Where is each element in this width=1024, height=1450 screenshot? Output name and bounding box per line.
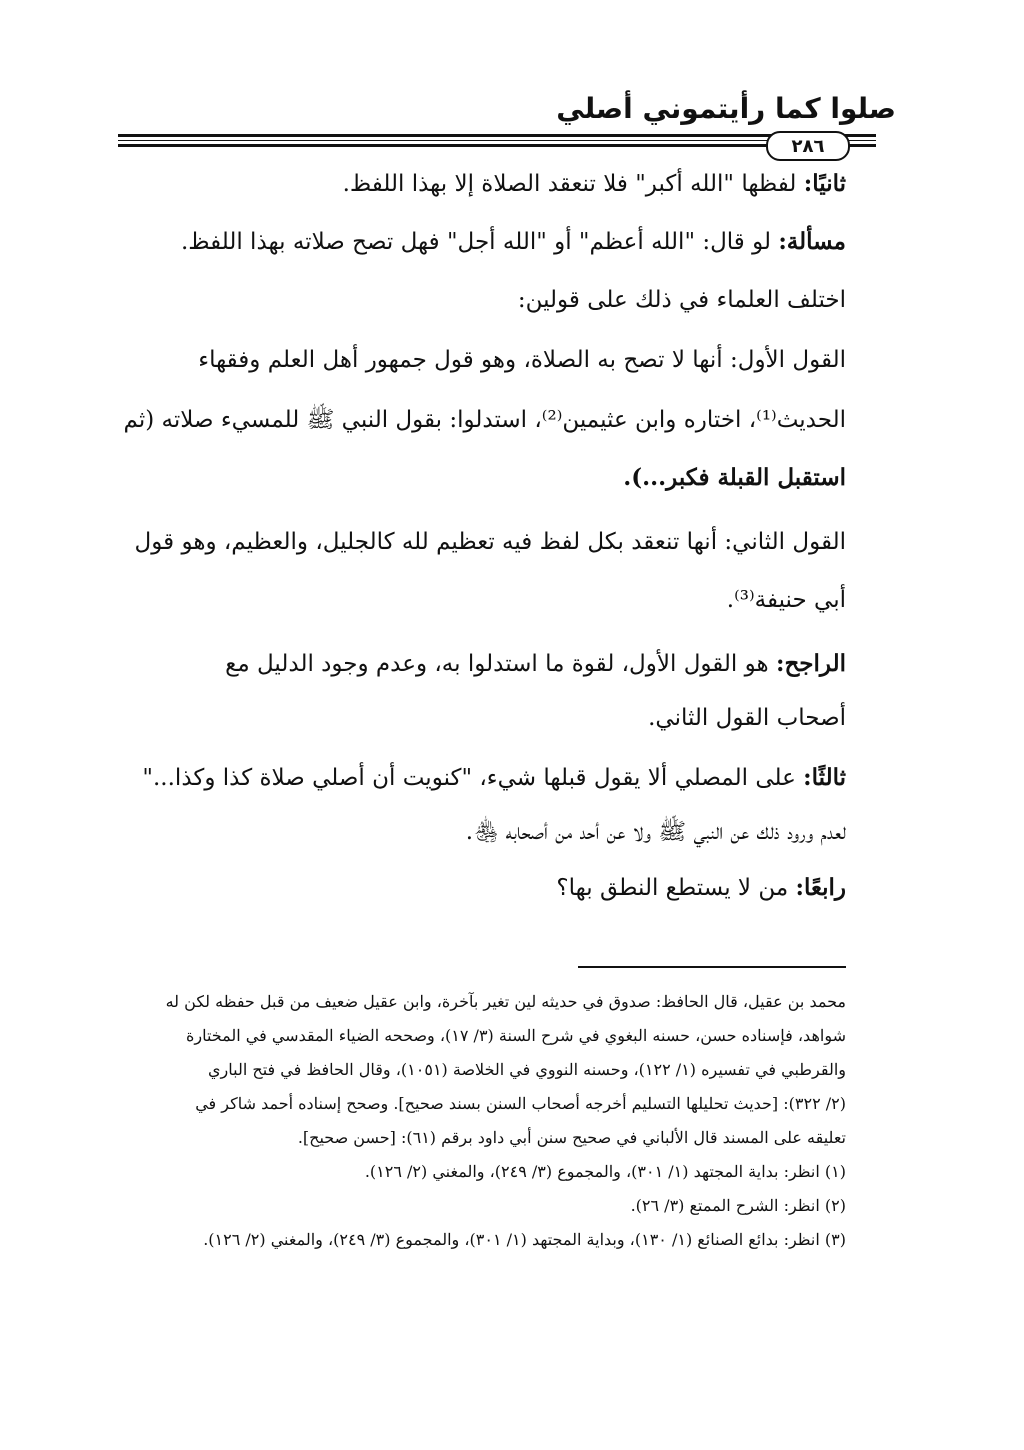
running-header-title: صلوا كما رأيتموني أصلي xyxy=(556,92,896,125)
text-line xyxy=(120,452,846,504)
text-line xyxy=(120,692,846,744)
line-lead-bold: رابعًا: xyxy=(795,874,846,901)
footnote-line: (٣) انظر: بدائع الصنائع (١/ ١٣٠)، وبداية المجتهد (١/ ٣٠١)، والمجموع (٣/ ٢٤٩)، والمغني (٢/ ١٢٦). xyxy=(203,1230,846,1249)
line-text: على المصلي ألا يقول قبلها شيء، "كنويت أن أصلي صلاة كذا وكذا..." xyxy=(142,765,804,791)
footnote-line: (٢/ ٣٢٢): [حديث تحليلها التسليم أخرجه أصحاب السنن بسند صحيح]. وصحح إسناده أحمد شاكر في xyxy=(195,1094,846,1113)
line-text: هو القول الأول، لقوة ما استدلوا به، وعدم وجود الدليل مع xyxy=(225,651,776,677)
text-line xyxy=(120,334,846,386)
line-text: أصحاب القول الثاني. xyxy=(648,705,846,731)
footnotes xyxy=(120,985,846,1257)
line-text: لعدم ورود ذلك عن النبي ﷺ ولا عن أحد من أصحابه ﵃. xyxy=(465,819,846,845)
line-text: لو قال: "الله أعظم" أو "الله أجل" فهل تصح صلاته بهذا اللفظ. xyxy=(180,229,779,255)
footnote-line: (١) انظر: بداية المجتهد (١/ ٣٠١)، والمجموع (٣/ ٢٤٩)، والمغني (٢/ ١٢٦). xyxy=(364,1162,846,1181)
header-rule-top xyxy=(118,134,876,137)
footnote-separator xyxy=(578,966,846,968)
footnote-line: والقرطبي في تفسيره (١/ ١٢٢)، وحسنه النووي في الخلاصة (١٠٥١)، وقال الحافظ في فتح الباري xyxy=(208,1060,846,1079)
line-text: استقبل القبلة فكبر...). xyxy=(623,464,846,491)
line-text: أبي حنيفة⁽³⁾. xyxy=(726,587,846,613)
line-text: اختلف العلماء في ذلك على قولين: xyxy=(517,287,846,313)
text-line xyxy=(120,394,846,446)
text-line xyxy=(120,638,846,690)
line-text: الحديث⁽¹⁾، اختاره وابن عثيمين⁽²⁾، استدلوا: بقول النبي ﷺ للمسيء صلاته (ثم xyxy=(123,407,846,433)
line-lead-bold: الراجح: xyxy=(775,650,846,677)
text-line xyxy=(120,862,846,914)
footnote-line: (٢) انظر: الشرح الممتع (٣/ ٢٦). xyxy=(630,1196,846,1215)
page-number: ٢٨٦ xyxy=(766,131,850,161)
line-text: من لا يستطع النطق بها؟ xyxy=(556,875,796,901)
line-text: القول الثاني: أنها تنعقد بكل لفظ فيه تعظيم لله كالجليل، والعظيم، وهو قول xyxy=(134,529,846,555)
text-line xyxy=(120,516,846,568)
main-text xyxy=(120,158,846,914)
line-text: القول الأول: أنها لا تصح به الصلاة، وهو قول جمهور أهل العلم وفقهاء xyxy=(198,347,846,373)
text-line xyxy=(120,806,846,858)
text-line xyxy=(120,752,846,804)
text-line xyxy=(120,574,846,626)
line-lead-bold: مسألة: xyxy=(778,228,846,255)
header-rule-middle xyxy=(118,140,876,141)
text-line xyxy=(120,216,846,268)
footnote-line: تعليقه على المسند قال الألباني في صحيح سنن أبي داود برقم (٦١): [حسن صحيح]. xyxy=(297,1128,846,1147)
text-line xyxy=(120,158,846,210)
line-lead-bold: ثانيًا: xyxy=(803,170,846,197)
footnote-line: شواهد، فإسناده حسن، حسنه البغوي في شرح السنة (٣/ ١٧)، وصححه الضياء المقدسي في المختارة xyxy=(185,1026,846,1045)
header-rule-bottom xyxy=(118,144,876,147)
line-text: لفظها "الله أكبر" فلا تنعقد الصلاة إلا بهذا اللفظ. xyxy=(342,171,804,197)
footnote-line: محمد بن عقيل، قال الحافظ: صدوق في حديثه لين تغير بآخرة، وابن عقيل ضعيف من قبل حفظه لكن له xyxy=(165,992,846,1011)
text-line xyxy=(120,274,846,326)
line-lead-bold: ثالثًا: xyxy=(803,764,846,791)
